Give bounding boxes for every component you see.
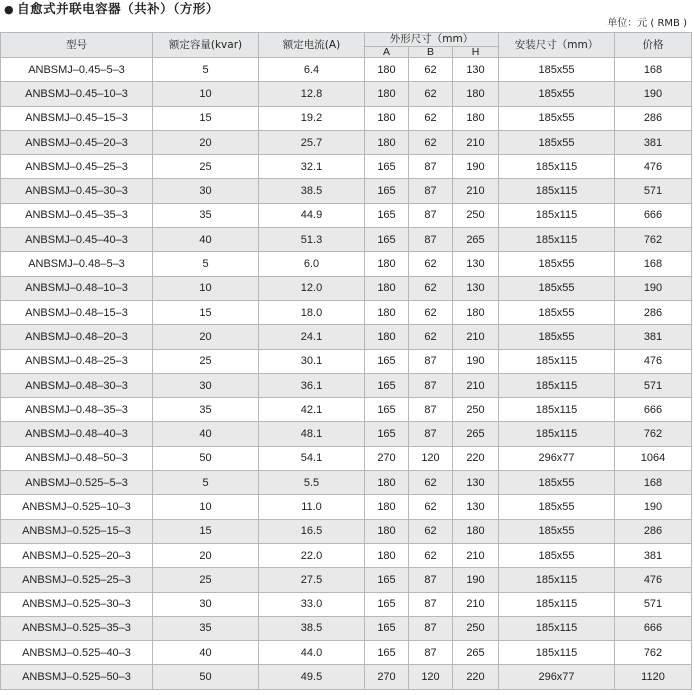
cell-model: ANBSMJ–0.48–20–3 xyxy=(1,325,153,349)
cell-capacity: 50 xyxy=(153,446,259,470)
cell-current: 38.5 xyxy=(259,616,365,640)
table-row xyxy=(1,641,692,665)
cell-dim-b: 87 xyxy=(409,641,453,665)
cell-capacity: 10 xyxy=(153,82,259,106)
cell-install: 185x55 xyxy=(499,58,615,82)
cell-model: ANBSMJ–0.48–40–3 xyxy=(1,422,153,446)
cell-price: 571 xyxy=(615,592,692,616)
cell-install: 185x55 xyxy=(499,276,615,300)
cell-dim-b: 62 xyxy=(409,58,453,82)
header-dim-a: A xyxy=(365,47,409,58)
header-install: 安装尺寸（mm） xyxy=(499,33,615,58)
cell-capacity: 25 xyxy=(153,155,259,179)
cell-current: 30.1 xyxy=(259,349,365,373)
cell-dim-b: 62 xyxy=(409,130,453,154)
cell-dim-b: 87 xyxy=(409,349,453,373)
cell-install: 185x55 xyxy=(499,519,615,543)
cell-install: 296x77 xyxy=(499,446,615,470)
cell-install: 185x115 xyxy=(499,422,615,446)
cell-dim-a: 165 xyxy=(365,592,409,616)
cell-capacity: 40 xyxy=(153,641,259,665)
cell-price: 190 xyxy=(615,495,692,519)
cell-current: 54.1 xyxy=(259,446,365,470)
cell-current: 19.2 xyxy=(259,106,365,130)
table-row xyxy=(1,543,692,567)
cell-dim-a: 180 xyxy=(365,130,409,154)
cell-capacity: 5 xyxy=(153,252,259,276)
table-row xyxy=(1,300,692,324)
cell-price: 381 xyxy=(615,325,692,349)
cell-dim-a: 165 xyxy=(365,422,409,446)
cell-price: 571 xyxy=(615,373,692,397)
cell-dim-a: 270 xyxy=(365,665,409,689)
cell-install: 185x115 xyxy=(499,398,615,422)
cell-dim-a: 180 xyxy=(365,495,409,519)
cell-model: ANBSMJ–0.525–25–3 xyxy=(1,568,153,592)
cell-model: ANBSMJ–0.45–10–3 xyxy=(1,82,153,106)
table-row xyxy=(1,130,692,154)
cell-dim-h: 250 xyxy=(453,203,499,227)
cell-price: 168 xyxy=(615,471,692,495)
cell-install: 185x115 xyxy=(499,568,615,592)
cell-capacity: 40 xyxy=(153,422,259,446)
cell-model: ANBSMJ–0.45–15–3 xyxy=(1,106,153,130)
cell-install: 296x77 xyxy=(499,665,615,689)
cell-price: 666 xyxy=(615,203,692,227)
table-row xyxy=(1,106,692,130)
cell-dim-h: 130 xyxy=(453,58,499,82)
table-body xyxy=(1,58,692,690)
cell-dim-b: 62 xyxy=(409,543,453,567)
cell-price: 168 xyxy=(615,252,692,276)
cell-dim-a: 180 xyxy=(365,82,409,106)
cell-dim-b: 87 xyxy=(409,228,453,252)
header-dimensions: 外形尺寸（mm） xyxy=(365,33,499,47)
cell-model: ANBSMJ–0.45–35–3 xyxy=(1,203,153,227)
cell-capacity: 10 xyxy=(153,276,259,300)
cell-current: 27.5 xyxy=(259,568,365,592)
document-title-text: 自愈式并联电容器（共补）（方形） xyxy=(17,1,219,16)
cell-price: 1120 xyxy=(615,665,692,689)
cell-dim-b: 120 xyxy=(409,446,453,470)
cell-model: ANBSMJ–0.45–30–3 xyxy=(1,179,153,203)
cell-current: 33.0 xyxy=(259,592,365,616)
cell-dim-b: 62 xyxy=(409,82,453,106)
table-row xyxy=(1,422,692,446)
cell-dim-b: 62 xyxy=(409,471,453,495)
cell-price: 762 xyxy=(615,228,692,252)
cell-model: ANBSMJ–0.525–35–3 xyxy=(1,616,153,640)
table-row xyxy=(1,203,692,227)
cell-model: ANBSMJ–0.45–5–3 xyxy=(1,58,153,82)
cell-model: ANBSMJ–0.48–50–3 xyxy=(1,446,153,470)
cell-current: 44.0 xyxy=(259,641,365,665)
cell-capacity: 25 xyxy=(153,568,259,592)
cell-capacity: 35 xyxy=(153,203,259,227)
cell-current: 44.9 xyxy=(259,203,365,227)
cell-install: 185x115 xyxy=(499,373,615,397)
cell-capacity: 15 xyxy=(153,300,259,324)
table-row xyxy=(1,495,692,519)
cell-current: 6.0 xyxy=(259,252,365,276)
cell-dim-a: 180 xyxy=(365,106,409,130)
cell-capacity: 10 xyxy=(153,495,259,519)
table-row xyxy=(1,471,692,495)
cell-current: 48.1 xyxy=(259,422,365,446)
cell-capacity: 20 xyxy=(153,543,259,567)
header-dim-b: B xyxy=(409,47,453,58)
cell-capacity: 30 xyxy=(153,179,259,203)
cell-dim-b: 62 xyxy=(409,519,453,543)
cell-install: 185x115 xyxy=(499,616,615,640)
cell-dim-b: 87 xyxy=(409,373,453,397)
cell-model: ANBSMJ–0.45–40–3 xyxy=(1,228,153,252)
table-row xyxy=(1,616,692,640)
cell-current: 12.0 xyxy=(259,276,365,300)
cell-current: 6.4 xyxy=(259,58,365,82)
cell-capacity: 5 xyxy=(153,58,259,82)
cell-dim-b: 62 xyxy=(409,106,453,130)
cell-model: ANBSMJ–0.525–15–3 xyxy=(1,519,153,543)
cell-dim-h: 210 xyxy=(453,130,499,154)
cell-dim-h: 180 xyxy=(453,106,499,130)
table-row xyxy=(1,58,692,82)
cell-dim-h: 210 xyxy=(453,592,499,616)
cell-dim-b: 87 xyxy=(409,155,453,179)
cell-price: 381 xyxy=(615,130,692,154)
cell-install: 185x115 xyxy=(499,592,615,616)
cell-dim-a: 165 xyxy=(365,155,409,179)
cell-dim-a: 180 xyxy=(365,471,409,495)
header-current: 额定电流(A) xyxy=(259,33,365,58)
table-row xyxy=(1,276,692,300)
cell-current: 12.8 xyxy=(259,82,365,106)
cell-dim-h: 210 xyxy=(453,179,499,203)
cell-install: 185x55 xyxy=(499,543,615,567)
table-row xyxy=(1,446,692,470)
cell-dim-b: 62 xyxy=(409,276,453,300)
cell-capacity: 20 xyxy=(153,325,259,349)
cell-price: 666 xyxy=(615,398,692,422)
cell-dim-a: 180 xyxy=(365,325,409,349)
cell-dim-h: 220 xyxy=(453,446,499,470)
cell-dim-h: 250 xyxy=(453,616,499,640)
cell-price: 476 xyxy=(615,155,692,179)
cell-dim-h: 130 xyxy=(453,252,499,276)
cell-model: ANBSMJ–0.525–10–3 xyxy=(1,495,153,519)
cell-dim-h: 180 xyxy=(453,82,499,106)
cell-dim-h: 130 xyxy=(453,495,499,519)
cell-dim-h: 190 xyxy=(453,568,499,592)
cell-capacity: 20 xyxy=(153,130,259,154)
table-row xyxy=(1,592,692,616)
cell-dim-h: 250 xyxy=(453,398,499,422)
cell-capacity: 30 xyxy=(153,592,259,616)
cell-dim-a: 165 xyxy=(365,616,409,640)
cell-dim-b: 87 xyxy=(409,616,453,640)
header-model: 型号 xyxy=(1,33,153,58)
cell-current: 32.1 xyxy=(259,155,365,179)
cell-dim-b: 62 xyxy=(409,495,453,519)
table-row xyxy=(1,665,692,689)
cell-model: ANBSMJ–0.48–35–3 xyxy=(1,398,153,422)
cell-install: 185x55 xyxy=(499,106,615,130)
cell-current: 42.1 xyxy=(259,398,365,422)
cell-capacity: 25 xyxy=(153,349,259,373)
cell-dim-a: 180 xyxy=(365,252,409,276)
cell-price: 571 xyxy=(615,179,692,203)
cell-price: 762 xyxy=(615,422,692,446)
cell-install: 185x55 xyxy=(499,82,615,106)
cell-capacity: 35 xyxy=(153,616,259,640)
cell-install: 185x115 xyxy=(499,179,615,203)
cell-current: 18.0 xyxy=(259,300,365,324)
cell-price: 286 xyxy=(615,300,692,324)
cell-model: ANBSMJ–0.48–15–3 xyxy=(1,300,153,324)
cell-dim-h: 265 xyxy=(453,422,499,446)
cell-dim-b: 87 xyxy=(409,179,453,203)
cell-price: 190 xyxy=(615,276,692,300)
table-row xyxy=(1,519,692,543)
cell-install: 185x115 xyxy=(499,228,615,252)
cell-dim-h: 190 xyxy=(453,349,499,373)
document-title xyxy=(4,1,219,17)
cell-dim-a: 180 xyxy=(365,276,409,300)
cell-capacity: 35 xyxy=(153,398,259,422)
cell-dim-a: 180 xyxy=(365,300,409,324)
cell-dim-b: 62 xyxy=(409,252,453,276)
cell-capacity: 5 xyxy=(153,471,259,495)
cell-price: 762 xyxy=(615,641,692,665)
cell-install: 185x55 xyxy=(499,471,615,495)
cell-install: 185x115 xyxy=(499,641,615,665)
cell-model: ANBSMJ–0.525–20–3 xyxy=(1,543,153,567)
cell-dim-a: 165 xyxy=(365,398,409,422)
cell-dim-b: 62 xyxy=(409,325,453,349)
cell-install: 185x55 xyxy=(499,130,615,154)
cell-dim-h: 180 xyxy=(453,519,499,543)
cell-dim-a: 180 xyxy=(365,58,409,82)
cell-dim-a: 180 xyxy=(365,519,409,543)
cell-dim-h: 210 xyxy=(453,373,499,397)
table-row xyxy=(1,349,692,373)
cell-current: 49.5 xyxy=(259,665,365,689)
cell-price: 666 xyxy=(615,616,692,640)
table-row xyxy=(1,179,692,203)
cell-price: 286 xyxy=(615,106,692,130)
cell-dim-h: 180 xyxy=(453,300,499,324)
cell-dim-h: 265 xyxy=(453,641,499,665)
cell-dim-h: 210 xyxy=(453,543,499,567)
cell-current: 51.3 xyxy=(259,228,365,252)
cell-dim-a: 165 xyxy=(365,179,409,203)
cell-price: 190 xyxy=(615,82,692,106)
cell-model: ANBSMJ–0.525–40–3 xyxy=(1,641,153,665)
cell-current: 16.5 xyxy=(259,519,365,543)
cell-price: 476 xyxy=(615,349,692,373)
cell-price: 168 xyxy=(615,58,692,82)
cell-dim-a: 165 xyxy=(365,373,409,397)
cell-dim-b: 120 xyxy=(409,665,453,689)
price-table xyxy=(0,32,692,690)
table-row xyxy=(1,325,692,349)
cell-current: 36.1 xyxy=(259,373,365,397)
table-row xyxy=(1,252,692,276)
cell-price: 1064 xyxy=(615,446,692,470)
cell-install: 185x55 xyxy=(499,325,615,349)
table-row xyxy=(1,373,692,397)
cell-dim-b: 87 xyxy=(409,592,453,616)
unit-note: 单位：元 ( RMB ) xyxy=(607,18,687,29)
cell-price: 286 xyxy=(615,519,692,543)
cell-model: ANBSMJ–0.525–5–3 xyxy=(1,471,153,495)
table-row xyxy=(1,228,692,252)
cell-model: ANBSMJ–0.45–25–3 xyxy=(1,155,153,179)
cell-dim-a: 165 xyxy=(365,568,409,592)
cell-current: 38.5 xyxy=(259,179,365,203)
cell-price: 476 xyxy=(615,568,692,592)
cell-dim-b: 62 xyxy=(409,300,453,324)
cell-current: 25.7 xyxy=(259,130,365,154)
cell-dim-h: 220 xyxy=(453,665,499,689)
cell-dim-a: 270 xyxy=(365,446,409,470)
cell-current: 11.0 xyxy=(259,495,365,519)
cell-dim-a: 165 xyxy=(365,228,409,252)
cell-install: 185x115 xyxy=(499,203,615,227)
cell-model: ANBSMJ–0.45–20–3 xyxy=(1,130,153,154)
cell-dim-h: 130 xyxy=(453,276,499,300)
table-row xyxy=(1,82,692,106)
cell-capacity: 15 xyxy=(153,106,259,130)
header-price: 价格 xyxy=(615,33,692,58)
cell-install: 185x55 xyxy=(499,252,615,276)
table-row xyxy=(1,398,692,422)
cell-model: ANBSMJ–0.48–25–3 xyxy=(1,349,153,373)
cell-model: ANBSMJ–0.525–30–3 xyxy=(1,592,153,616)
cell-current: 5.5 xyxy=(259,471,365,495)
cell-dim-h: 265 xyxy=(453,228,499,252)
cell-dim-b: 87 xyxy=(409,203,453,227)
cell-model: ANBSMJ–0.48–5–3 xyxy=(1,252,153,276)
header-dim-h: H xyxy=(453,47,499,58)
cell-dim-h: 190 xyxy=(453,155,499,179)
cell-dim-b: 87 xyxy=(409,422,453,446)
table-row xyxy=(1,568,692,592)
cell-capacity: 15 xyxy=(153,519,259,543)
cell-capacity: 50 xyxy=(153,665,259,689)
bullet-icon: ● xyxy=(4,3,15,16)
header-capacity: 额定容量(kvar) xyxy=(153,33,259,58)
cell-dim-b: 87 xyxy=(409,398,453,422)
cell-current: 22.0 xyxy=(259,543,365,567)
cell-dim-b: 87 xyxy=(409,568,453,592)
cell-install: 185x115 xyxy=(499,155,615,179)
cell-install: 185x55 xyxy=(499,495,615,519)
cell-dim-h: 130 xyxy=(453,471,499,495)
cell-model: ANBSMJ–0.48–10–3 xyxy=(1,276,153,300)
cell-dim-a: 180 xyxy=(365,543,409,567)
cell-dim-h: 210 xyxy=(453,325,499,349)
cell-dim-a: 165 xyxy=(365,641,409,665)
table-row xyxy=(1,155,692,179)
cell-install: 185x55 xyxy=(499,300,615,324)
cell-model: ANBSMJ–0.525–50–3 xyxy=(1,665,153,689)
cell-current: 24.1 xyxy=(259,325,365,349)
cell-model: ANBSMJ–0.48–30–3 xyxy=(1,373,153,397)
cell-capacity: 30 xyxy=(153,373,259,397)
cell-capacity: 40 xyxy=(153,228,259,252)
cell-dim-a: 165 xyxy=(365,349,409,373)
cell-price: 381 xyxy=(615,543,692,567)
cell-install: 185x115 xyxy=(499,349,615,373)
cell-dim-a: 165 xyxy=(365,203,409,227)
